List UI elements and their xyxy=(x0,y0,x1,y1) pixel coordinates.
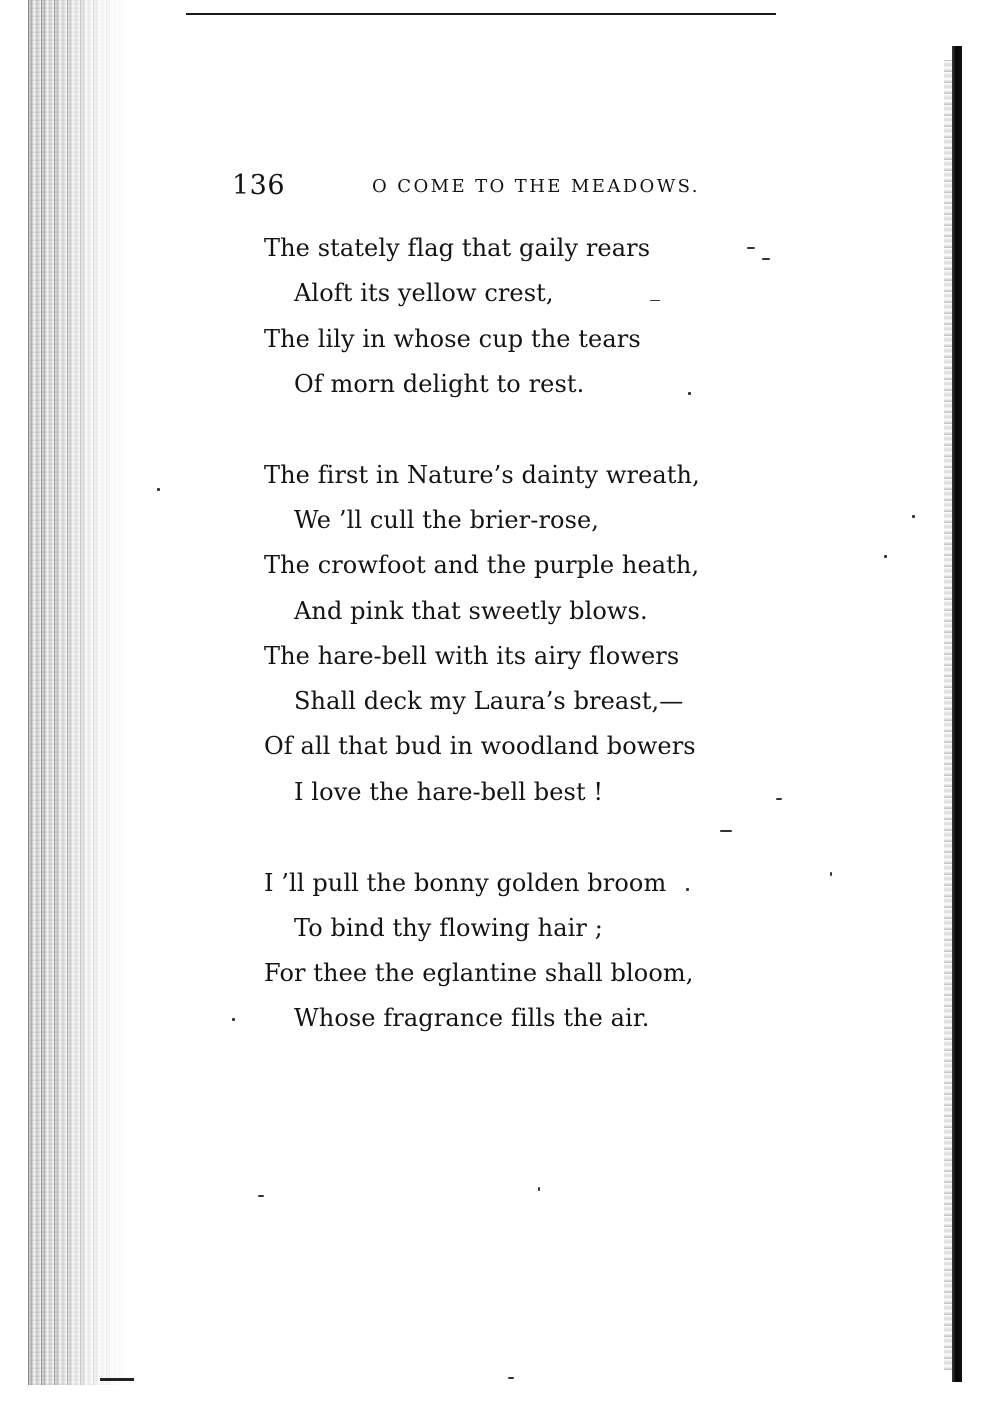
print-speck xyxy=(232,1018,235,1021)
poem-line: Of morn delight to rest. xyxy=(294,369,585,398)
print-speck xyxy=(912,515,915,518)
print-speck xyxy=(258,1195,264,1197)
poem-line: Of all that bud in woodland bowers xyxy=(264,732,696,761)
poem-line: The stately flag that gaily rears xyxy=(264,234,651,262)
stanza xyxy=(264,229,734,410)
poem-line: I love the hare-bell best ! xyxy=(294,777,604,806)
top-rule xyxy=(186,13,776,15)
print-speck xyxy=(830,872,832,876)
poem-line: To bind thy flowing hair ; xyxy=(294,913,603,942)
poem-line: Whose fragrance fills the air. xyxy=(294,1004,650,1033)
poem-line: Aloft its yellow crest, xyxy=(294,279,554,308)
running-title: O COME TO THE MEADOWS. xyxy=(372,176,700,197)
page-gutter-shadow xyxy=(28,0,128,1385)
print-speck xyxy=(747,247,755,249)
poem-body xyxy=(264,229,734,1090)
poem-line: I ’ll pull the bonny golden broom xyxy=(264,868,667,897)
print-speck xyxy=(508,1377,514,1379)
poem-line: The hare-bell with its airy flowers xyxy=(264,641,680,670)
poem-line: The first in Nature’s dainty wreath, xyxy=(264,460,700,489)
stanza xyxy=(264,864,734,1045)
poem-line: We ’ll cull the brier-rose, xyxy=(294,505,600,534)
print-speck xyxy=(776,798,782,800)
poem-line: For thee the eglantine shall bloom, xyxy=(264,959,694,988)
print-speck xyxy=(762,258,770,260)
print-speck xyxy=(538,1187,540,1191)
print-speck xyxy=(157,488,160,491)
poem-line: Shall deck my Laura’s breast,— xyxy=(294,687,684,716)
print-speck xyxy=(884,555,887,558)
poem-line: The lily in whose cup the tears xyxy=(264,324,641,353)
page-number: 136 xyxy=(232,170,286,201)
print-speck xyxy=(686,888,689,891)
print-speck xyxy=(688,392,691,395)
right-page-edge xyxy=(952,46,962,1382)
right-edge-shade xyxy=(944,60,952,1370)
print-speck xyxy=(650,300,660,301)
running-head xyxy=(232,168,752,204)
stanza xyxy=(264,456,734,818)
poem-line: The crowfoot and the purple heath, xyxy=(264,551,700,580)
print-speck xyxy=(720,830,732,832)
poem-line: And pink that sweetly blows. xyxy=(294,596,648,625)
gutter-foot-mark xyxy=(100,1378,134,1381)
